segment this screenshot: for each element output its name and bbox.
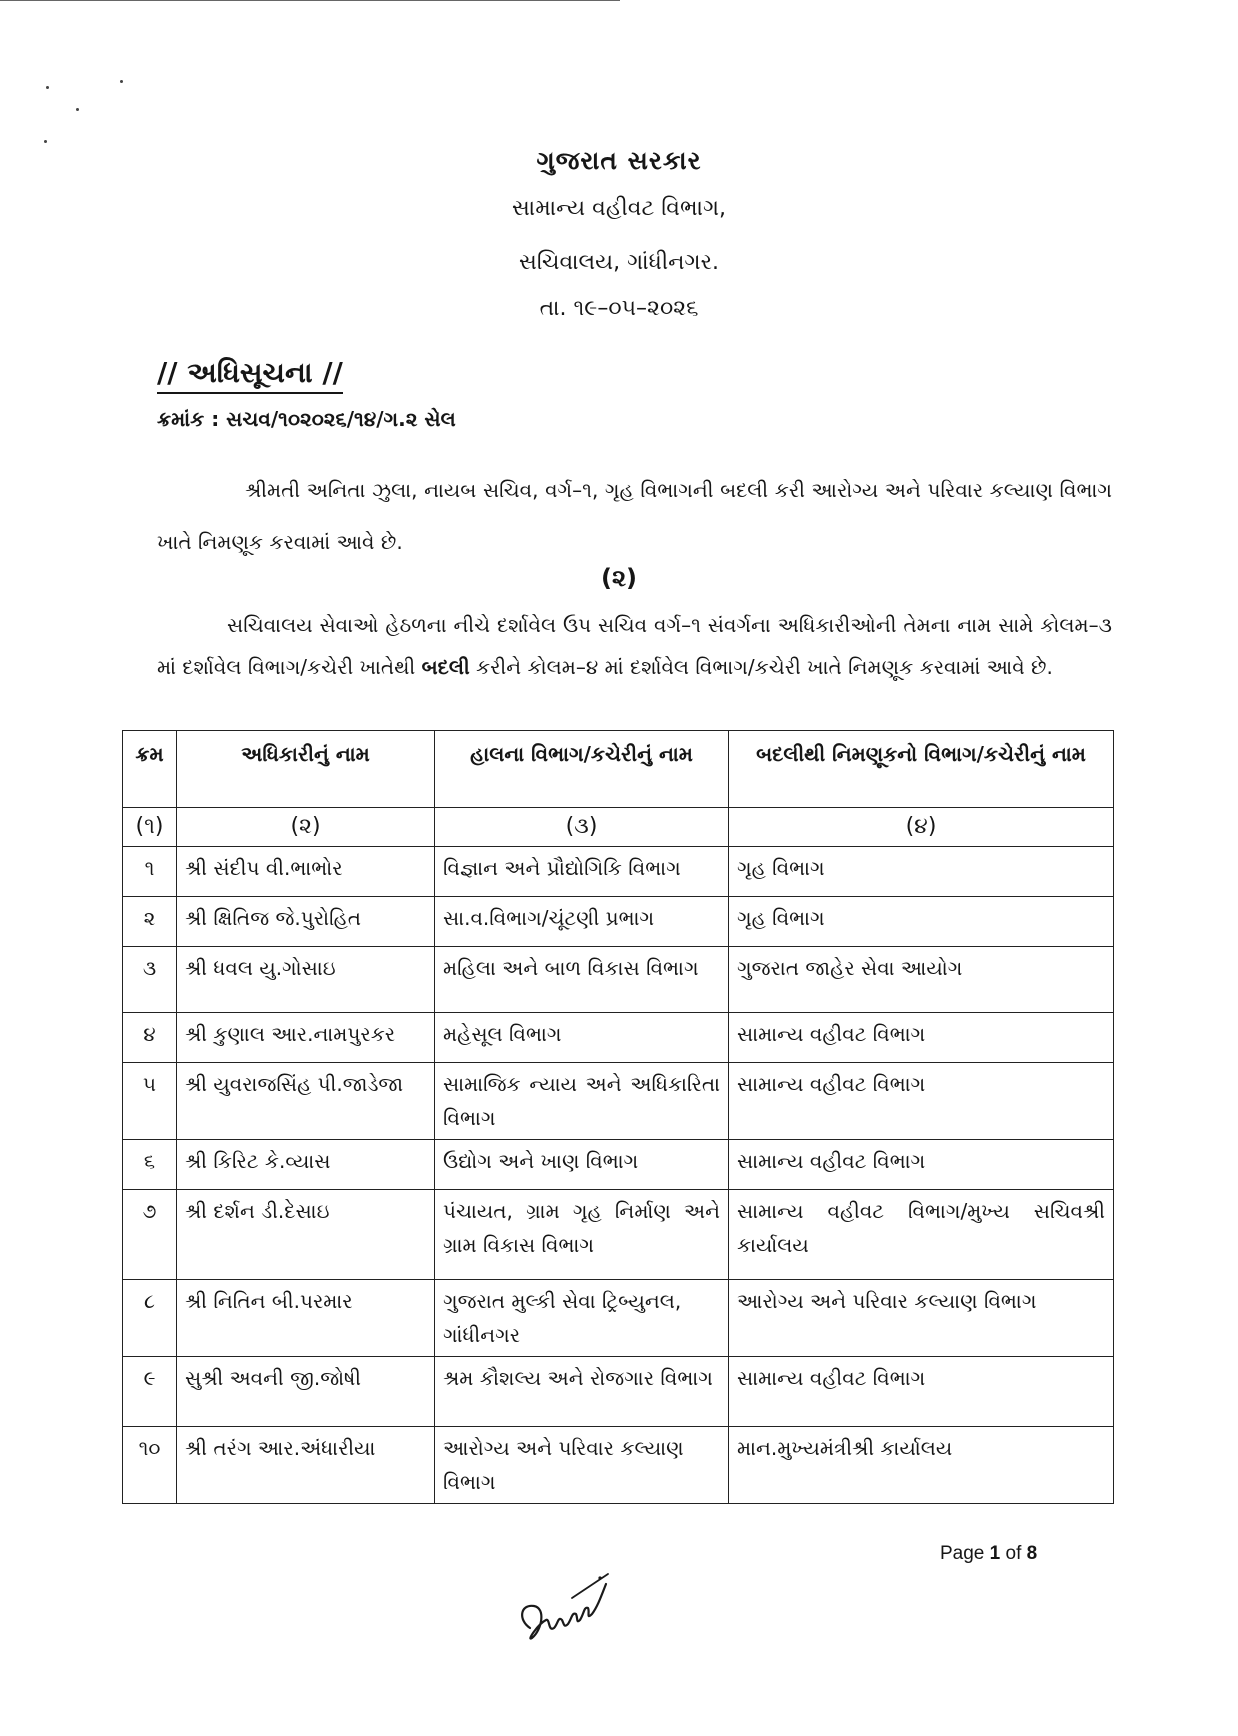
signature (512, 1568, 612, 1650)
serial-number: ૯ (123, 1357, 177, 1427)
government-heading: ગુજરાત સરકાર (536, 146, 702, 175)
officer-name: શ્રી તરંગ આર.અંધારીયા (177, 1427, 435, 1504)
paragraph-one: શ્રીમતી અનિતા ઝુલા, નાયબ સચિવ, વર્ગ–૧, ગૃહ વિભાગની બદલી કરી આરોગ્ય અને પરિવાર કલ્યાણ વિભાગ ખાતે નિમણૂક કરવામાં આવે છે. (157, 478, 1112, 554)
table-row (123, 897, 1114, 947)
officer-name: શ્રી યુવરાજસિંહ પી.જાડેજા (177, 1063, 435, 1140)
scan-speck (44, 140, 47, 143)
current-department: ઉદ્યોગ અને ખાણ વિભાગ (435, 1140, 729, 1190)
officer-name: શ્રી નિતિન બી.પરમાર (177, 1280, 435, 1357)
scan-speck (120, 80, 123, 83)
current-department: વિજ્ઞાન અને પ્રૌદ્યોગિકિ વિભાગ (435, 847, 729, 897)
header-serial: ક્રમ (123, 731, 177, 808)
current-department: આરોગ્ય અને પરિવાર કલ્યાણ વિભાગ (435, 1427, 729, 1504)
serial-number: ૧૦ (123, 1427, 177, 1504)
new-department: સામાન્ય વહીવટ વિભાગ (729, 1140, 1114, 1190)
table-row (123, 1063, 1114, 1140)
officer-name: શ્રી ધવલ યુ.ગોસાઇ (177, 947, 435, 1013)
column-number: (૩) (435, 808, 729, 847)
serial-number: ૪ (123, 1013, 177, 1063)
new-department: ગૃહ વિભાગ (729, 847, 1114, 897)
department-heading: સામાન્ય વહીવટ વિભાગ, (511, 196, 727, 221)
table-row (123, 1013, 1114, 1063)
scan-speck (76, 108, 79, 111)
header-officer-name: અધિકારીનું નામ (177, 731, 435, 808)
page-number (940, 1543, 1037, 1565)
table-row (123, 1280, 1114, 1357)
paragraph-two (157, 604, 1112, 688)
table-row (123, 1140, 1114, 1190)
serial-number: ૩ (123, 947, 177, 1013)
current-department: મહેસૂલ વિભાગ (435, 1013, 729, 1063)
header-current-department: હાલના વિભાગ/કચેરીનું નામ (435, 731, 729, 808)
new-department: સામાન્ય વહીવટ વિભાગ/મુખ્ય સચિવશ્રી કાર્યાલય (729, 1190, 1114, 1280)
current-department: ગુજરાત મુલ્કી સેવા ટ્રિબ્યુનલ, ગાંધીનગર (435, 1280, 729, 1357)
officer-name: શ્રી દર્શન ડી.દેસાઇ (177, 1190, 435, 1280)
officer-name: શ્રી ક્ષિતિજ જે.પુરોહિત (177, 897, 435, 947)
page-current: 1 (989, 1543, 1001, 1564)
scan-speck (46, 86, 49, 89)
table-row (123, 1357, 1114, 1427)
new-department: માન.મુખ્યમંત્રીશ્રી કાર્યાલય (729, 1427, 1114, 1504)
current-department: શ્રમ કૌશલ્ય અને રોજગાર વિભાગ (435, 1357, 729, 1427)
current-department: મહિલા અને બાળ વિકાસ વિભાગ (435, 947, 729, 1013)
officer-name: શ્રી કુણાલ આર.નામપુરકર (177, 1013, 435, 1063)
column-number-row (123, 808, 1114, 847)
current-department: સા.વ.વિભાગ/ચૂંટણી પ્રભાગ (435, 897, 729, 947)
serial-number: ૫ (123, 1063, 177, 1140)
table-row (123, 947, 1114, 1013)
place-heading: સચિવાલય, ગાંધીનગર. (519, 250, 719, 275)
section-number: (૨) (600, 564, 638, 592)
column-number: (૨) (177, 808, 435, 847)
current-department: પંચાયત, ગ્રામ ગૃહ નિર્માણ અને ગ્રામ વિકાસ વિભાગ (435, 1190, 729, 1280)
serial-number: ૮ (123, 1280, 177, 1357)
date-heading: તા. ૧૯–૦૫–૨૦૨૬ (539, 296, 699, 321)
officer-name: સુશ્રી અવની જી.જોષી (177, 1357, 435, 1427)
table-header-row (123, 731, 1114, 808)
serial-number: ૭ (123, 1190, 177, 1280)
page-prefix: Page (940, 1543, 990, 1564)
header-new-department: બદલીથી નિમણૂકનો વિભાગ/કચેરીનું નામ (729, 731, 1114, 808)
top-edge-line (0, 0, 620, 1)
paragraph-two-bold: બદલી (421, 655, 470, 679)
new-department: આરોગ્ય અને પરિવાર કલ્યાણ વિભાગ (729, 1280, 1114, 1357)
new-department: ગૃહ વિભાગ (729, 897, 1114, 947)
serial-number: ૨ (123, 897, 177, 947)
table-row (123, 847, 1114, 897)
table-row (123, 1190, 1114, 1280)
officer-name: શ્રી સંદીપ વી.ભાભોર (177, 847, 435, 897)
order-number: ક્રમાંક : સચવ/૧૦૨૦૨૬/૧૪/ગ.૨ સેલ (157, 407, 456, 431)
new-department: સામાન્ય વહીવટ વિભાગ (729, 1357, 1114, 1427)
current-department: સામાજિક ન્યાય અને અધિકારિતા વિભાગ (435, 1063, 729, 1140)
paragraph-two-text-end: કરીને કોલમ–૪ માં દર્શાવેલ વિભાગ/કચેરી ખાતે નિમણૂક કરવામાં આવે છે. (469, 655, 1053, 679)
officer-name: શ્રી કિરિટ કે.વ્યાસ (177, 1140, 435, 1190)
new-department: સામાન્ય વહીવટ વિભાગ (729, 1063, 1114, 1140)
new-department: સામાન્ય વહીવટ વિભાગ (729, 1013, 1114, 1063)
serial-number: ૧ (123, 847, 177, 897)
serial-number: ૬ (123, 1140, 177, 1190)
column-number: (૪) (729, 808, 1114, 847)
paragraph-two-text: સચિવાલય સેવાઓ હેઠળના નીચે દર્શાવેલ ઉપ સચિવ વર્ગ–૧ સંવર્ગના અધિકારીઓની તેમના નામ સામે કોલમ–૩ માં દર્શાવેલ વિભાગ/કચેરી ખાતેથી (157, 613, 1112, 679)
page-total: 8 (1026, 1543, 1038, 1564)
table-row (123, 1427, 1114, 1504)
new-department: ગુજરાત જાહેર સેવા આયોગ (729, 947, 1114, 1013)
notification-title: // અધિસૂચના // (157, 356, 343, 394)
transfer-table (122, 730, 1114, 1504)
column-number: (૧) (123, 808, 177, 847)
page-middle: of (1000, 1543, 1027, 1564)
